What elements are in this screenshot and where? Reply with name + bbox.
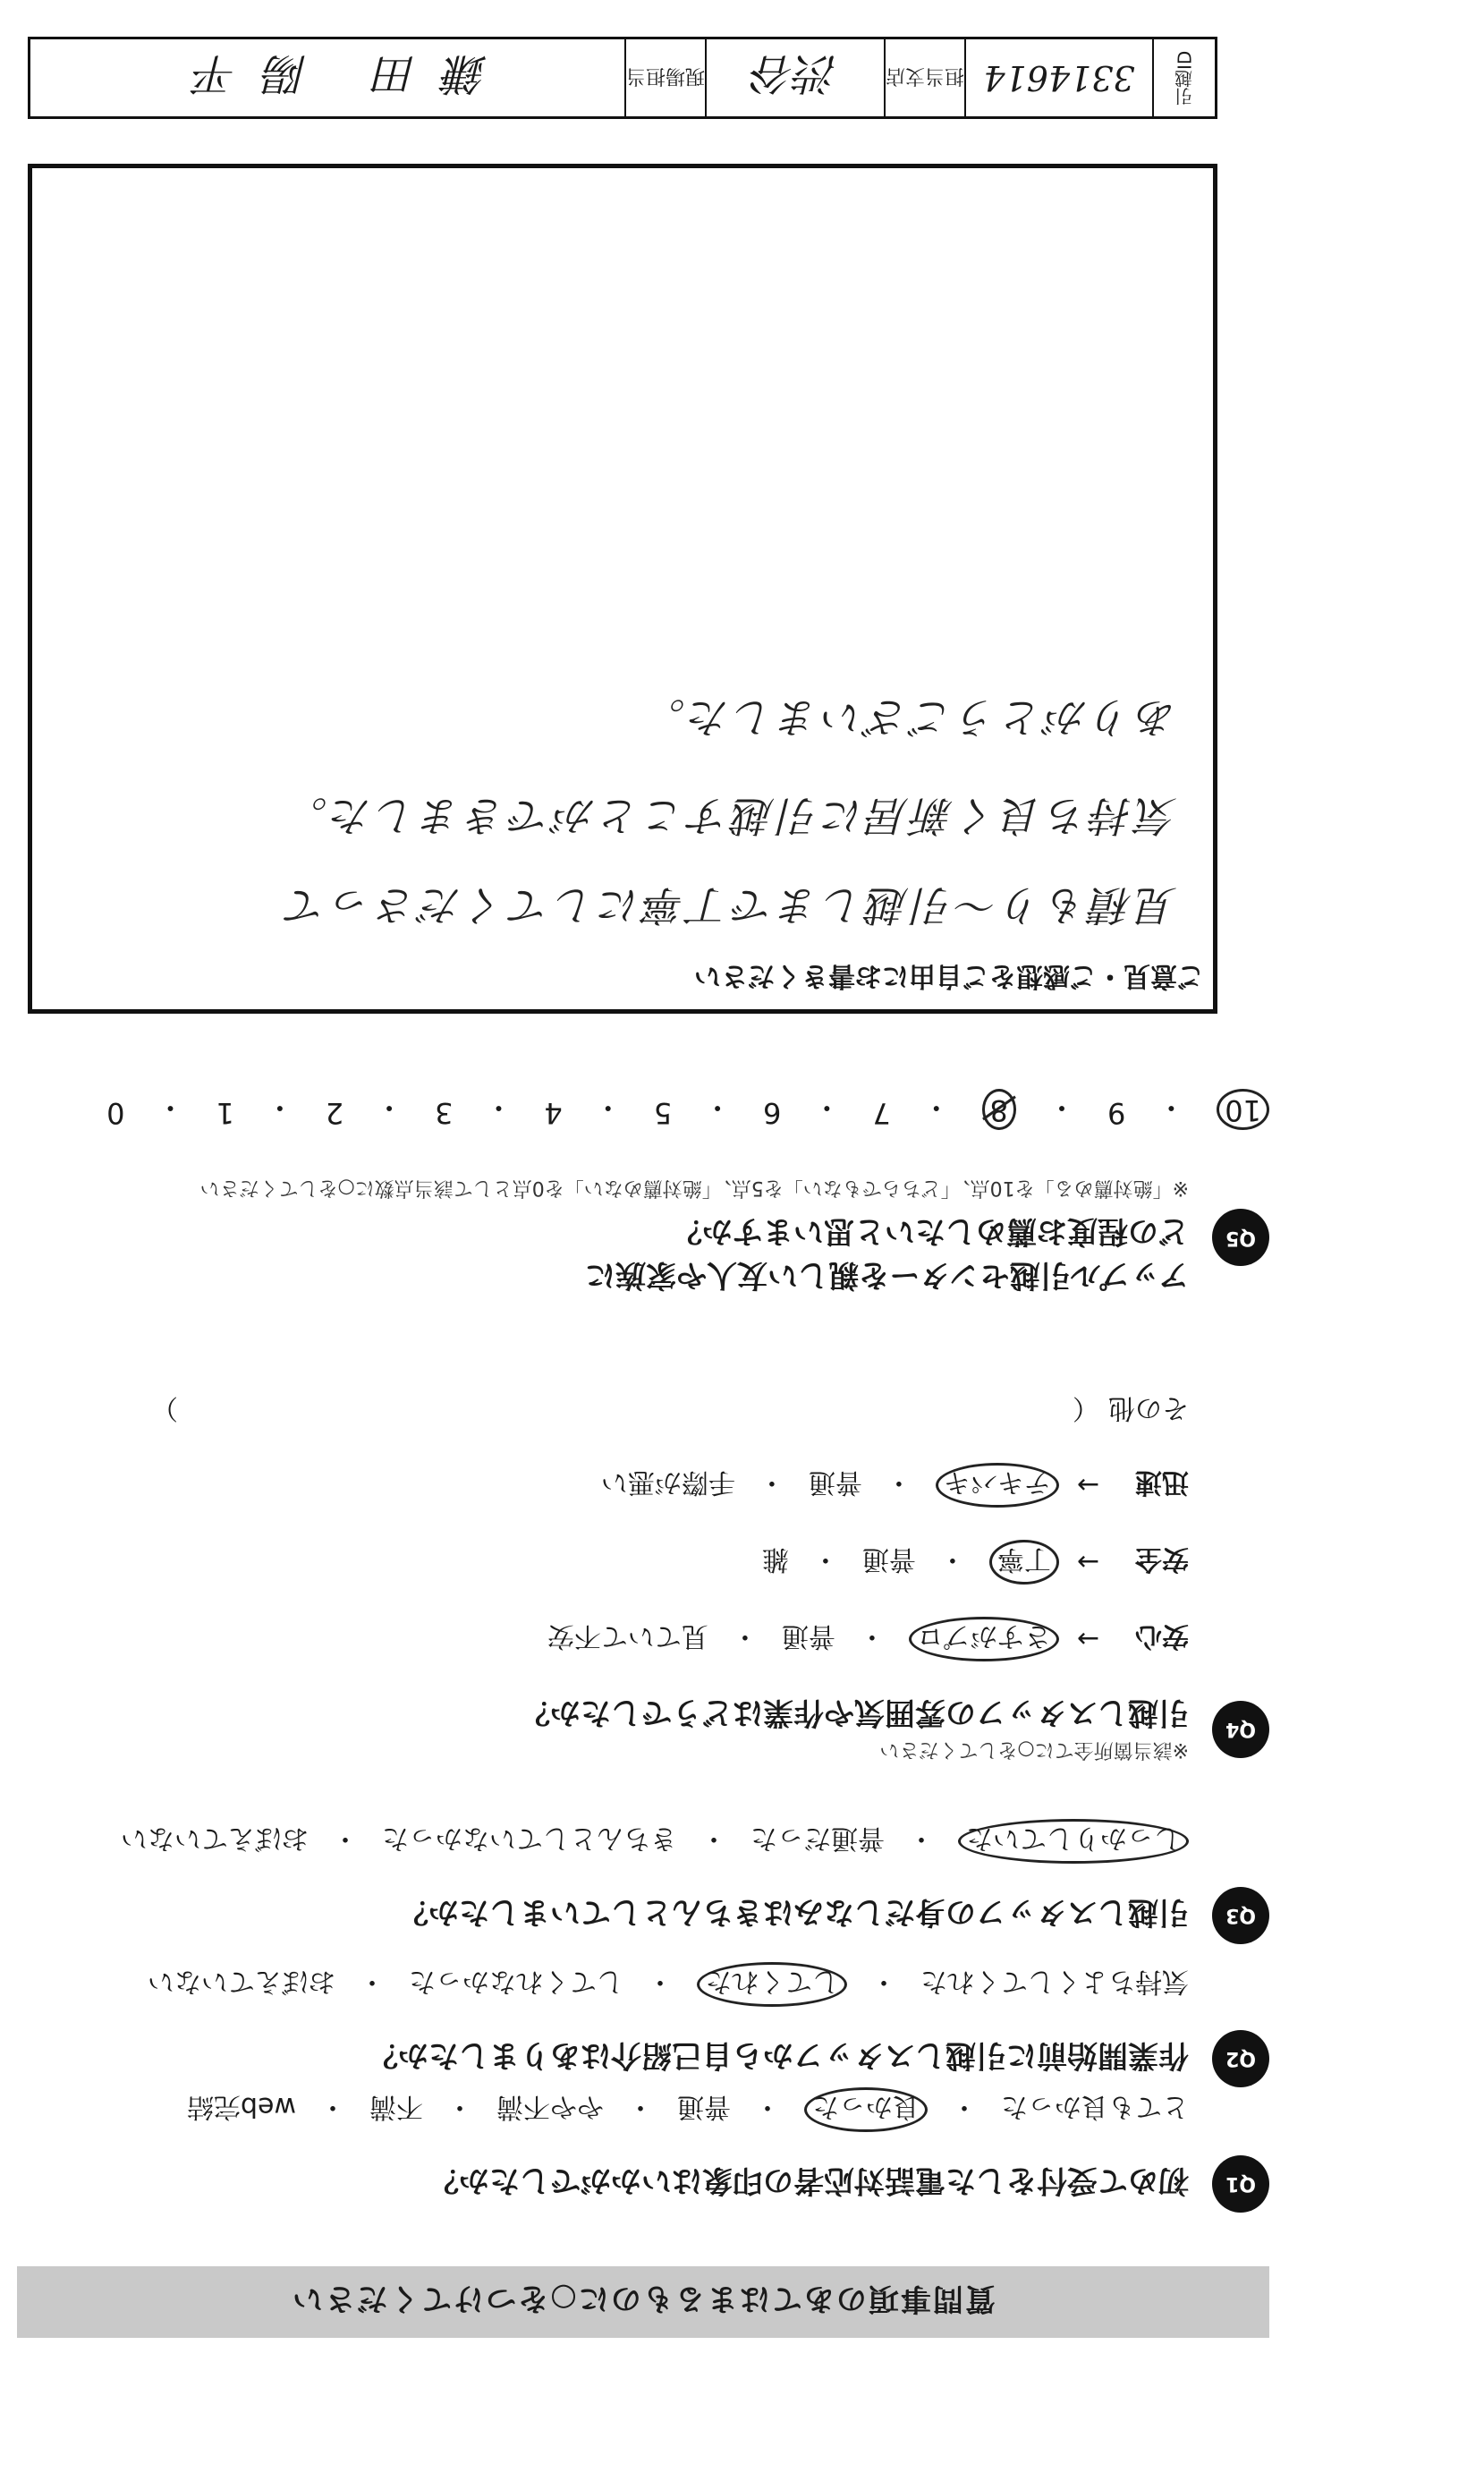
q4-other-open: （ [1073,1392,1099,1423]
q3-options: しっかりしていた ・ 普通だった ・ きちんとしていなかった ・ おぼえていない [17,1819,1269,1864]
q2-options: 気持ちよくしてくれた ・ してくれた ・ してくれなかった ・ おぼえていない [17,1962,1269,2007]
q4-option-selected[interactable]: さすがプロ [909,1617,1059,1661]
q4-badge: Q4 [1212,1701,1269,1758]
instructions-banner: 質問事項のあてはまるものに○をつけてください [17,2266,1269,2338]
q3-option[interactable]: 普通だった [750,1823,885,1854]
arrow-icon: → [1076,1546,1099,1578]
branch-label: 担当支店 [884,39,964,116]
manager-label: 現場担当 [624,39,705,116]
id-label: 引越ID [1152,39,1215,116]
question-4 [17,1391,1269,1765]
q5-text-line2: どの程度お薦めしたいと思いますか？ [672,1213,1189,1249]
q2-text: 作業開始前に引越しスタッフから自己紹介はありましたか？ [368,2037,1189,2074]
q4-row-label: 迅速 [1135,1466,1189,1498]
q5-badge: Q5 [1212,1210,1269,1267]
q2-badge: Q2 [1212,2030,1269,2087]
q5-score-selected[interactable]: 10 [1217,1089,1269,1130]
id-value: 3314614 [964,39,1152,116]
comment-line: 見積もり～引越しまで丁寧にしてくださって [283,881,1177,930]
q4-row-label: 安全 [1135,1543,1189,1575]
q4-option-selected[interactable]: 丁寧 [989,1540,1059,1585]
question-1 [17,2087,1269,2213]
question-5 [17,1176,1269,1300]
q5-note: ※「絶対薦める」を10点、「どちらでもない」を5点、「絶対薦めない」を0点として該当点数に○をしてください [199,1177,1189,1199]
q5-score[interactable]: 1 [216,1096,234,1130]
q4-row-jinsoku: 迅速 → テキパキ ・ 普通 ・ 手際が悪い [17,1463,1269,1508]
q5-score[interactable]: 2 [325,1096,344,1130]
q1-options: とても良かった ・ 良かった ・ 普通 ・ やや不満 ・ 不満 ・ web完結 [17,2087,1269,2132]
question-2 [17,1962,1269,2087]
manager-value: 鎌田 陽平 [167,48,488,99]
arrow-icon: → [1076,1469,1099,1501]
q4-other-label: その他 [1108,1392,1189,1423]
q1-option-selected[interactable]: 良かった [804,2087,928,2132]
comment-label: ご意見・ご感想をご自由にお書きください [694,960,1204,991]
q4-note: ※該当箇所全てに○をしてください [879,1738,1189,1761]
q4-option-selected[interactable]: テキパキ [936,1463,1059,1508]
q4-option[interactable]: 見ていて不安 [547,1620,708,1652]
q5-score[interactable]: 4 [544,1096,563,1130]
q2-option[interactable]: おぼえていない [148,1966,335,1997]
q1-option[interactable]: やや不満 [496,2091,604,2122]
q5-scale: 10 ・ 9 ・ 8 ・ 7 ・ 6 ・ 5 ・ 4 ・ 3 ・ 2 ・ 1 ・ 0 [106,1089,1269,1130]
comment-line: 気持ち良く新居に引越すことができました。 [283,792,1177,840]
question-3 [17,1819,1269,1944]
q1-option[interactable]: 不満 [369,2091,423,2122]
q5-score[interactable]: 0 [106,1096,125,1130]
q3-badge: Q3 [1212,1887,1269,1944]
staff-info-table [28,37,1217,119]
branch-value: 渋谷 [705,39,884,116]
q4-other-close: ） [151,1392,178,1423]
q3-option[interactable]: きちんとしていなかった [382,1823,677,1854]
comment-line: ありがとうございました。 [640,693,1177,742]
q1-option[interactable]: web完結 [186,2091,296,2122]
q5-text: アップル引越センターを親しい友人や家族に [585,1257,1189,1293]
q2-option[interactable]: 気持ちよくしてくれた [920,1966,1189,1997]
q4-other [17,1391,1269,1431]
q4-text: 引越しスタッフの雰囲気や作業はどうでしたか？ [520,1695,1189,1730]
q3-text: 引越しスタッフの身だしなみはきちんとしていましたか？ [398,1894,1189,1931]
q1-option[interactable]: 普通 [677,2091,731,2122]
q4-option[interactable]: 普通 [781,1620,835,1652]
q3-option[interactable]: おぼえていない [121,1823,309,1854]
q1-badge: Q1 [1212,2155,1269,2213]
q5-score[interactable]: 3 [435,1096,454,1130]
q4-row-label: 安心 [1135,1620,1189,1652]
q4-option[interactable]: 普通 [861,1543,916,1575]
q5-score-crossed[interactable]: 8 [982,1089,1016,1130]
q5-score[interactable]: 6 [763,1096,782,1130]
comment-box[interactable] [28,164,1217,1014]
q1-text: 初めて受付をした電話対応者の印象はいかがでしたか？ [428,2162,1189,2199]
q2-option[interactable]: してくれなかった [409,1966,623,1997]
q2-option-selected[interactable]: してくれた [697,1962,847,2007]
q4-row-anzen: 安全 → 丁寧 ・ 普通 ・ 雑 [17,1540,1269,1585]
q5-score[interactable]: 5 [653,1096,673,1130]
arrow-icon: → [1076,1623,1099,1655]
q5-score[interactable]: 7 [872,1096,891,1130]
q4-option[interactable]: 手際が悪い [600,1466,735,1498]
q5-score[interactable]: 9 [1107,1096,1126,1130]
q4-row-anshin: 安心 → さすがプロ ・ 普通 ・ 見ていて不安 [17,1617,1269,1661]
q4-option[interactable]: 普通 [808,1466,862,1498]
q3-option-selected[interactable]: しっかりしていた [958,1819,1189,1864]
q1-option[interactable]: とても良かった [1001,2091,1189,2122]
q4-option[interactable]: 雑 [761,1543,789,1575]
